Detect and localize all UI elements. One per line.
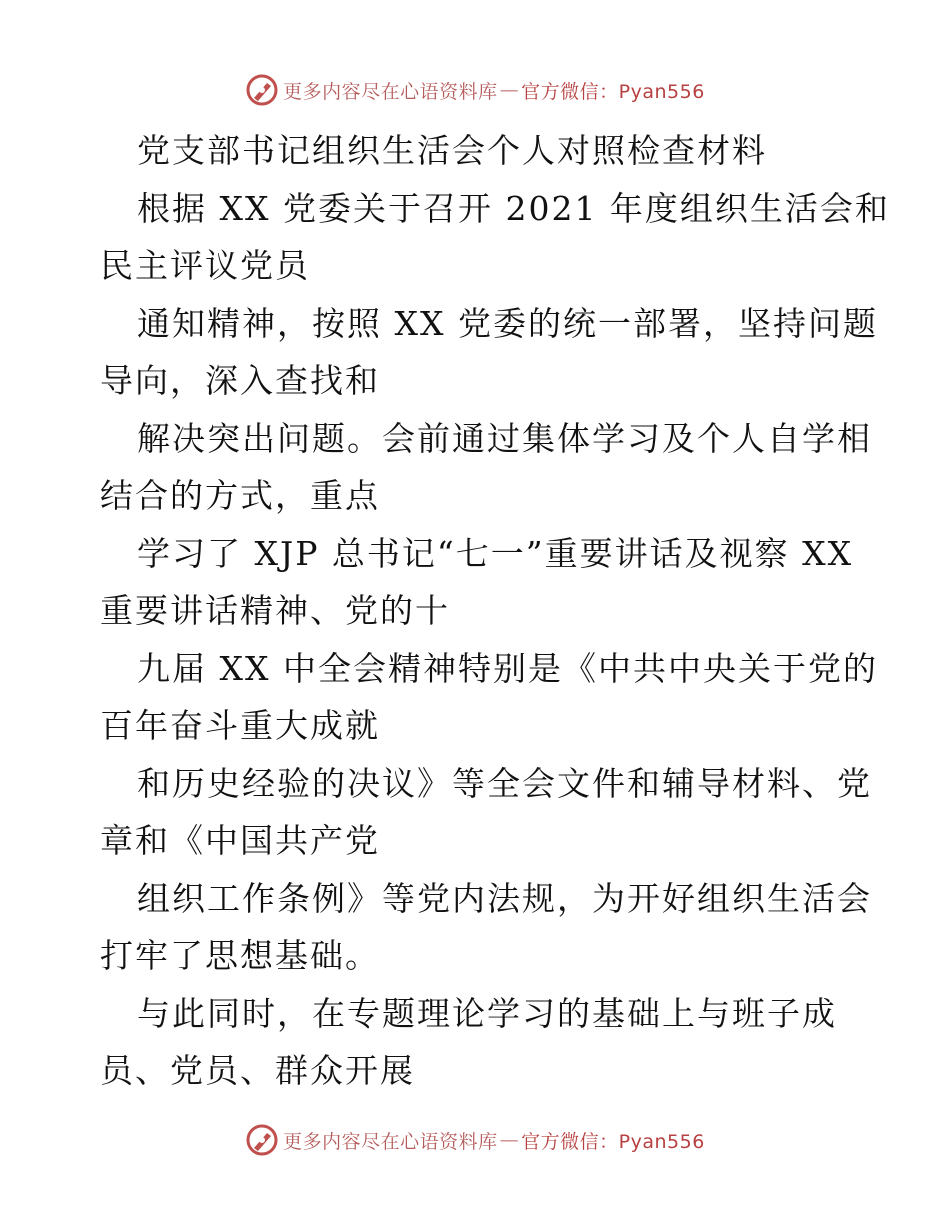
text-line: 学习了 XJP 总书记“七一”重要讲话及视察 XX [137,533,854,573]
footer-watermark [0,1120,950,1160]
header-watermark [0,70,950,110]
pen-logo-icon [245,73,279,107]
watermark-suffix: 官方微信：Pyan556 [521,1130,705,1153]
watermark-text: 更多内容尽在心语资料库 [283,1130,498,1153]
text-line: 百年奋斗重大成就 [100,706,380,745]
text-line: 组织工作条例》等党内法规，为开好组织生活会 [137,878,872,918]
text-line: 重要讲话精神、党的十 [100,591,450,630]
document-title: 党支部书记组织生活会个人对照检查材料 [137,131,767,170]
watermark-separator: — [499,1129,520,1151]
text-line: 结合的方式，重点 [100,476,380,515]
text-line: 章和《中国共产党 [100,821,380,860]
text-line: 根据 XX 党委关于召开 2021 年度组织生活会和 [137,188,890,228]
text-line: 解决突出问题。会前通过集体学习及个人自学相 [137,418,872,458]
text-line: 和历史经验的决议》等全会文件和辅导材料、党 [137,763,872,803]
pen-logo-icon [245,1123,279,1157]
watermark-text: 更多内容尽在心语资料库 [283,80,498,103]
text-line: 九届 XX 中全会精神特别是《中共中央关于党的 [137,648,878,688]
text-line: 导向，深入查找和 [100,361,380,400]
text-line: 通知精神，按照 XX 党委的统一部署，坚持问题 [137,303,878,343]
text-line: 员、党员、群众开展 [100,1051,415,1090]
watermark-separator: — [499,79,520,101]
watermark-suffix: 官方微信：Pyan556 [521,80,705,103]
text-line: 打牢了思想基础。 [100,936,380,975]
text-line: 民主评议党员 [100,246,310,285]
text-line: 与此同时，在专题理论学习的基础上与班子成 [137,993,837,1033]
document-body [100,122,890,1100]
